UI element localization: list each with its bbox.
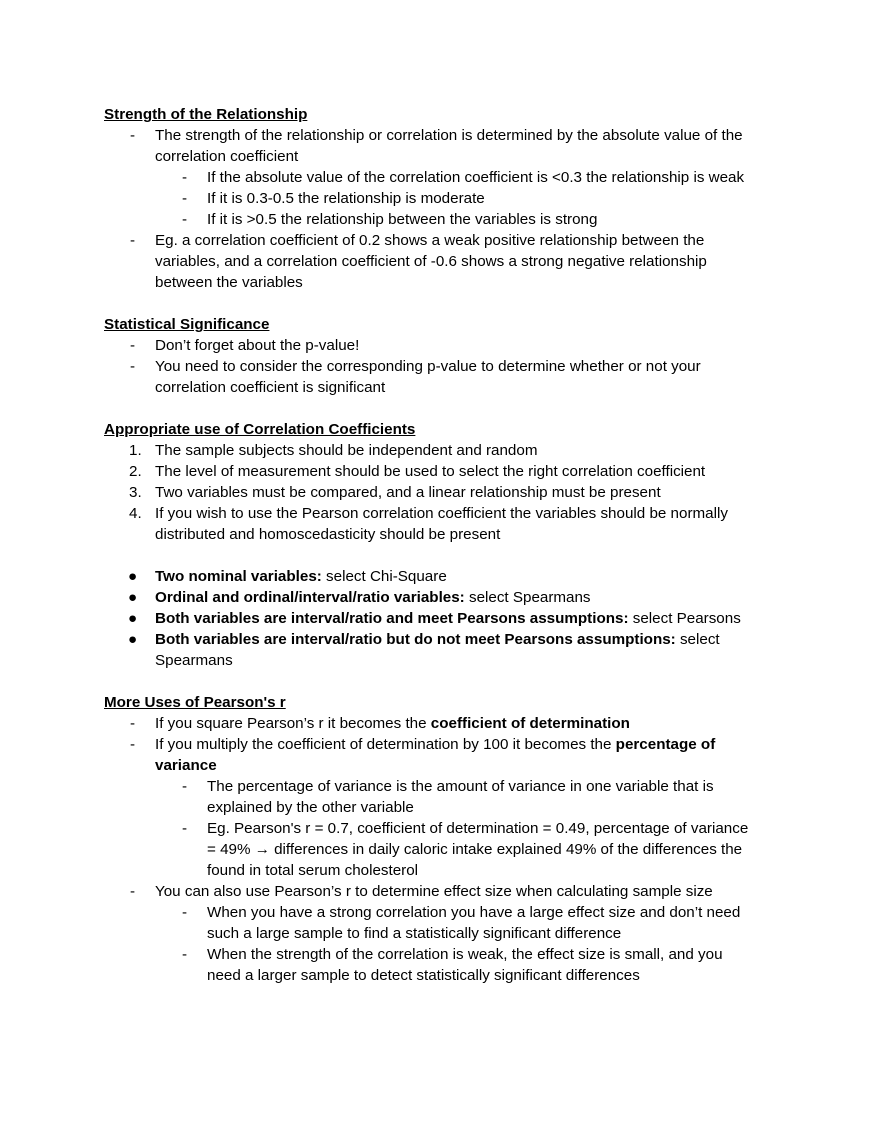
list-marker: - — [130, 358, 136, 375]
list-item-text: Eg. a correlation coefficient of 0.2 shows a weak positive relationship between the — [155, 232, 705, 249]
numbered-list-item-text: The level of measurement should be used to select the right correlation coefficient — [155, 463, 706, 480]
bullet-item-value: select Chi-Square — [321, 568, 447, 585]
bullet-icon: ● — [128, 631, 138, 648]
sub-list-item-text: found in total serum cholesterol — [207, 862, 419, 879]
numbered-list-marker: 4. — [129, 505, 142, 522]
section-heading-strength: Strength of the Relationship — [104, 106, 308, 123]
bullet-item-label: Both variables are interval/ratio and meet Pearsons assumptions: — [155, 610, 629, 627]
sub-list-marker: - — [182, 946, 188, 963]
list-item-text — [155, 734, 715, 755]
section-heading-significance: Statistical Significance — [104, 316, 270, 333]
sub-list-item-text: Eg. Pearson's r = 0.7, coefficient of determination = 0.49, percentage of variance — [207, 820, 749, 837]
sub-list-marker: - — [182, 211, 188, 228]
bullet-icon: ● — [128, 589, 138, 606]
list-marker: - — [130, 337, 136, 354]
sub-list-marker: - — [182, 820, 188, 837]
sub-list-item-text: When you have a strong correlation you have a large effect size and don’t need — [207, 904, 741, 921]
list-item-plain: If you square Pearson’s r it becomes the — [155, 715, 431, 732]
list-item-emphasis: percentage of — [615, 736, 716, 753]
bullet-item-value: select Spearmans — [464, 589, 591, 606]
bullet-icon: ● — [128, 610, 138, 627]
sub-list-item-text: When the strength of the correlation is weak, the effect size is small, and you — [207, 946, 723, 963]
sub-list-marker: - — [182, 778, 188, 795]
bullet-item-label: Two nominal variables: — [155, 568, 322, 585]
bullet-item — [155, 566, 447, 587]
numbered-list-marker: 1. — [129, 442, 142, 459]
list-item-text: correlation coefficient is significant — [155, 379, 386, 396]
sub-list-marker: - — [182, 169, 188, 186]
numbered-list-marker: 3. — [129, 484, 142, 501]
list-marker: - — [130, 736, 136, 753]
bullet-item — [155, 587, 591, 608]
list-item-text: You can also use Pearson’s r to determine effect size when calculating sample size — [155, 883, 713, 900]
list-marker: - — [130, 883, 136, 900]
numbered-list-marker: 2. — [129, 463, 142, 480]
list-marker: - — [130, 127, 136, 144]
bullet-item-value: select Pearsons — [628, 610, 741, 627]
sub-list-item-text: If it is >0.5 the relationship between the variables is strong — [207, 211, 598, 228]
list-item-text: You need to consider the corresponding p-value to determine whether or not your — [155, 358, 701, 375]
bullet-icon: ● — [128, 568, 138, 585]
sub-list-item-text: The percentage of variance is the amount of variance in one variable that is — [207, 778, 714, 795]
list-item-plain: If you multiply the coefficient of determination by 100 it becomes the — [155, 736, 616, 753]
sub-list-item-text: = 49% → differences in daily caloric intake explained 49% of the differences the — [207, 841, 743, 858]
bullet-item — [155, 608, 741, 629]
bullet-item-value: select — [675, 631, 720, 648]
numbered-list-item-text: If you wish to use the Pearson correlation coefficient the variables should be normally — [155, 505, 728, 522]
list-item-text: The strength of the relationship or correlation is determined by the absolute value of the — [155, 127, 743, 144]
bullet-item-continuation: Spearmans — [155, 652, 233, 669]
numbered-list-item-text: The sample subjects should be independent and random — [155, 442, 538, 459]
bullet-item — [155, 629, 720, 650]
bullet-item-label: Ordinal and ordinal/interval/ratio variables: — [155, 589, 465, 606]
list-item-text: correlation coefficient — [155, 148, 299, 165]
sub-list-item-text: If it is 0.3-0.5 the relationship is moderate — [207, 190, 485, 207]
numbered-list-item-text: Two variables must be compared, and a linear relationship must be present — [155, 484, 661, 501]
sub-list-marker: - — [182, 904, 188, 921]
list-item-text — [155, 713, 630, 734]
section-heading-appropriate-use: Appropriate use of Correlation Coefficients — [104, 421, 416, 438]
list-item-emphasis: coefficient of determination — [430, 715, 630, 732]
sub-list-item-text: If the absolute value of the correlation coefficient is <0.3 the relationship is weak — [207, 169, 745, 186]
list-item-text: variables, and a correlation coefficient of -0.6 shows a strong negative relationship — [155, 253, 707, 270]
sub-list-marker: - — [182, 190, 188, 207]
sub-list-item-text: such a large sample to find a statistically significant difference — [207, 925, 622, 942]
list-item-text: between the variables — [155, 274, 303, 291]
list-item-text: Don’t forget about the p-value! — [155, 337, 360, 354]
list-marker: - — [130, 715, 136, 732]
list-marker: - — [130, 232, 136, 249]
list-item-emphasis: variance — [155, 757, 217, 774]
numbered-list-item-text: distributed and homoscedasticity should be present — [155, 526, 501, 543]
sub-list-item-text: explained by the other variable — [207, 799, 414, 816]
bullet-item-label: Both variables are interval/ratio but do not meet Pearsons assumptions: — [155, 631, 676, 648]
sub-list-item-text: need a larger sample to detect statistically significant differences — [207, 967, 640, 984]
section-heading-more-uses: More Uses of Pearson's r — [104, 694, 286, 711]
